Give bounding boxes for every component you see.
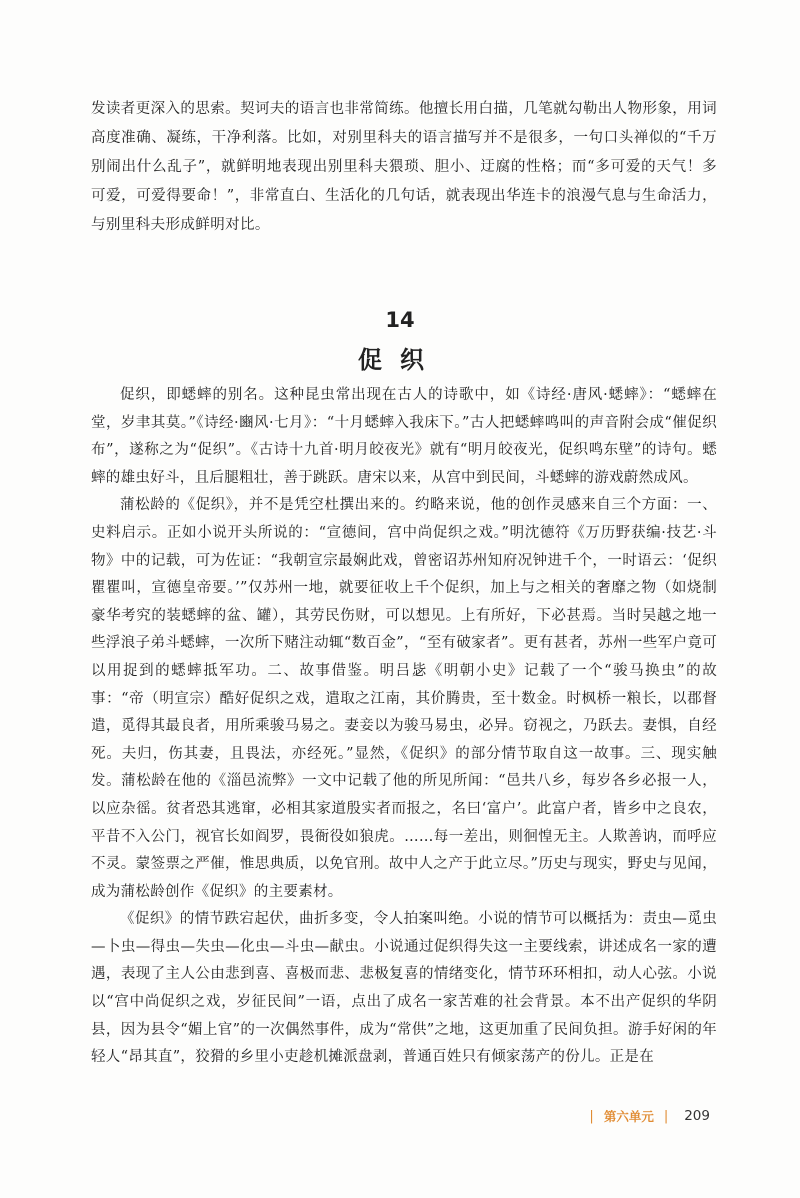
body-paragraph-2: 蒲松龄的《促织》，并不是凭空杜撰出来的。约略来说，他的创作灵感来自三个方面：一、史料启示。正如小说开头所说的：“宣德间，宫中尚促织之戏。”明沈德符《万历野获编·技艺·斗物》中的记载，可为佐证：“我朝宣宗最娴此戏，曾密诏苏州知府况钟进千个，一时语云：‘促织瞿瞿叫，宣德皇帝要。’”仅苏州一地，就要征收上千个促织，加上与之相关的奢靡之物（如烧制豪华考究的装蟋蟀的盆、罐），其劳民伤财，可以想见。上有所好，下必甚焉。当时吴越之地一些浮浪子弟斗蟋蟀，一次所下赌注动辄“数百金”，“至有破家者”。更有甚者，苏州一些军户竟可以用捉到的蟋蟀抵军功。二、故事借鉴。明吕毖《明朝小史》记载了一个“骏马换虫”的故事：“帝（明宣宗）酷好促织之戏，遣取之江南，其价腾贵，至十数金。时枫桥一粮长，以郡督遣，觅得其最良者，用所乘骏马易之。妻妾以为骏马易虫，必异。窃视之，乃跃去。妻惧，自经死。夫归，伤其妻，且畏法，亦经死。”显然，《促织》的部分情节取自这一故事。三、现实触发。蒲松龄在他的《淄邑流弊》一文中记载了他的所见所闻：“邑共八乡，每岁各乡必报一人，以应杂徭。贫者恐其逃窜，必相其家道殷实者而报之，名曰‘富户’。此富户者，皆乡中之良农，平昔不入公门，视官长如阎罗，畏衙役如狼虎。……每一差出，则徊惶无主。人欺善讷，而呼应不灵。蒙签票之严催，惟思典质，以免官刑。故中人之产于此立尽。”历史与现实，野史与见闻，成为蒲松龄创作《促织》的主要素材。	[91, 497, 717, 900]
chapter-number: 14	[385, 308, 415, 332]
page-footer	[589, 1107, 710, 1125]
footer-divider-right: |	[663, 1108, 669, 1124]
footer-divider-left: |	[589, 1108, 594, 1124]
page-number: 209	[684, 1108, 710, 1124]
chapter-body	[91, 382, 717, 1072]
body-paragraph-3: 《促织》的情节跌宕起伏，曲折多变，令人拍案叫绝。小说的情节可以概括为：责虫—觅虫—卜虫—得虫—失虫—化虫—斗虫—献虫。小说通过促织得失这一主要线索，讲述成名一家的遭遇，表现了主人公由悲到喜、喜极而悲、悲极复喜的情绪变化，情节环环相扣，动人心弦。小说以“宫中尚促织之戏，岁征民间”一语，点出了成名一家苦难的社会背景。本不出产促织的华阴县，因为县令“媚上官”的一次偶然事件，成为“常供”之地，这更加重了民间负担。游手好闲的年轻人“昂其直”，狡猾的乡里小吏趁机摊派盘剥，普通百姓只有倾家荡产的份儿。正是在	[91, 911, 717, 1066]
chapter-title: 促织	[358, 346, 442, 374]
body-paragraph-1: 促织，即蟋蟀的别名。这种昆虫常出现在古人的诗歌中，如《诗经·唐风·蟋蟀》：“蟋蟀在堂，岁聿其莫。”《诗经·豳风·七月》：“十月蟋蟀入我床下。”古人把蟋蟀鸣叫的声音附会成“催促织布”，遂称之为“促织”。《古诗十九首·明月皎夜光》就有“明月皎夜光，促织鸣东壁”的诗句。蟋蟀的雄虫好斗，且后腿粗壮，善于跳跃。唐宋以来，从宫中到民间，斗蟋蟀的游戏蔚然成风。	[91, 387, 717, 486]
unit-label: 第六单元	[603, 1109, 654, 1124]
intro-paragraph: 发读者更深入的思索。契诃夫的语言也非常简练。他擅长用白描，几笔就勾勒出人物形象，用词高度准确、凝练，干净利落。比如，对别里科夫的语言描写并不是很多，一句口头禅似的“千万别闹出什么乱子”，就鲜明地表现出别里科夫猥琐、胆小、迂腐的性格；而“多可爱的天气！多可爱，可爱得要命！”，非常直白、生活化的几句话，就表现出华连卡的浪漫气息与生命活力，与别里科夫形成鲜明对比。	[91, 101, 717, 233]
